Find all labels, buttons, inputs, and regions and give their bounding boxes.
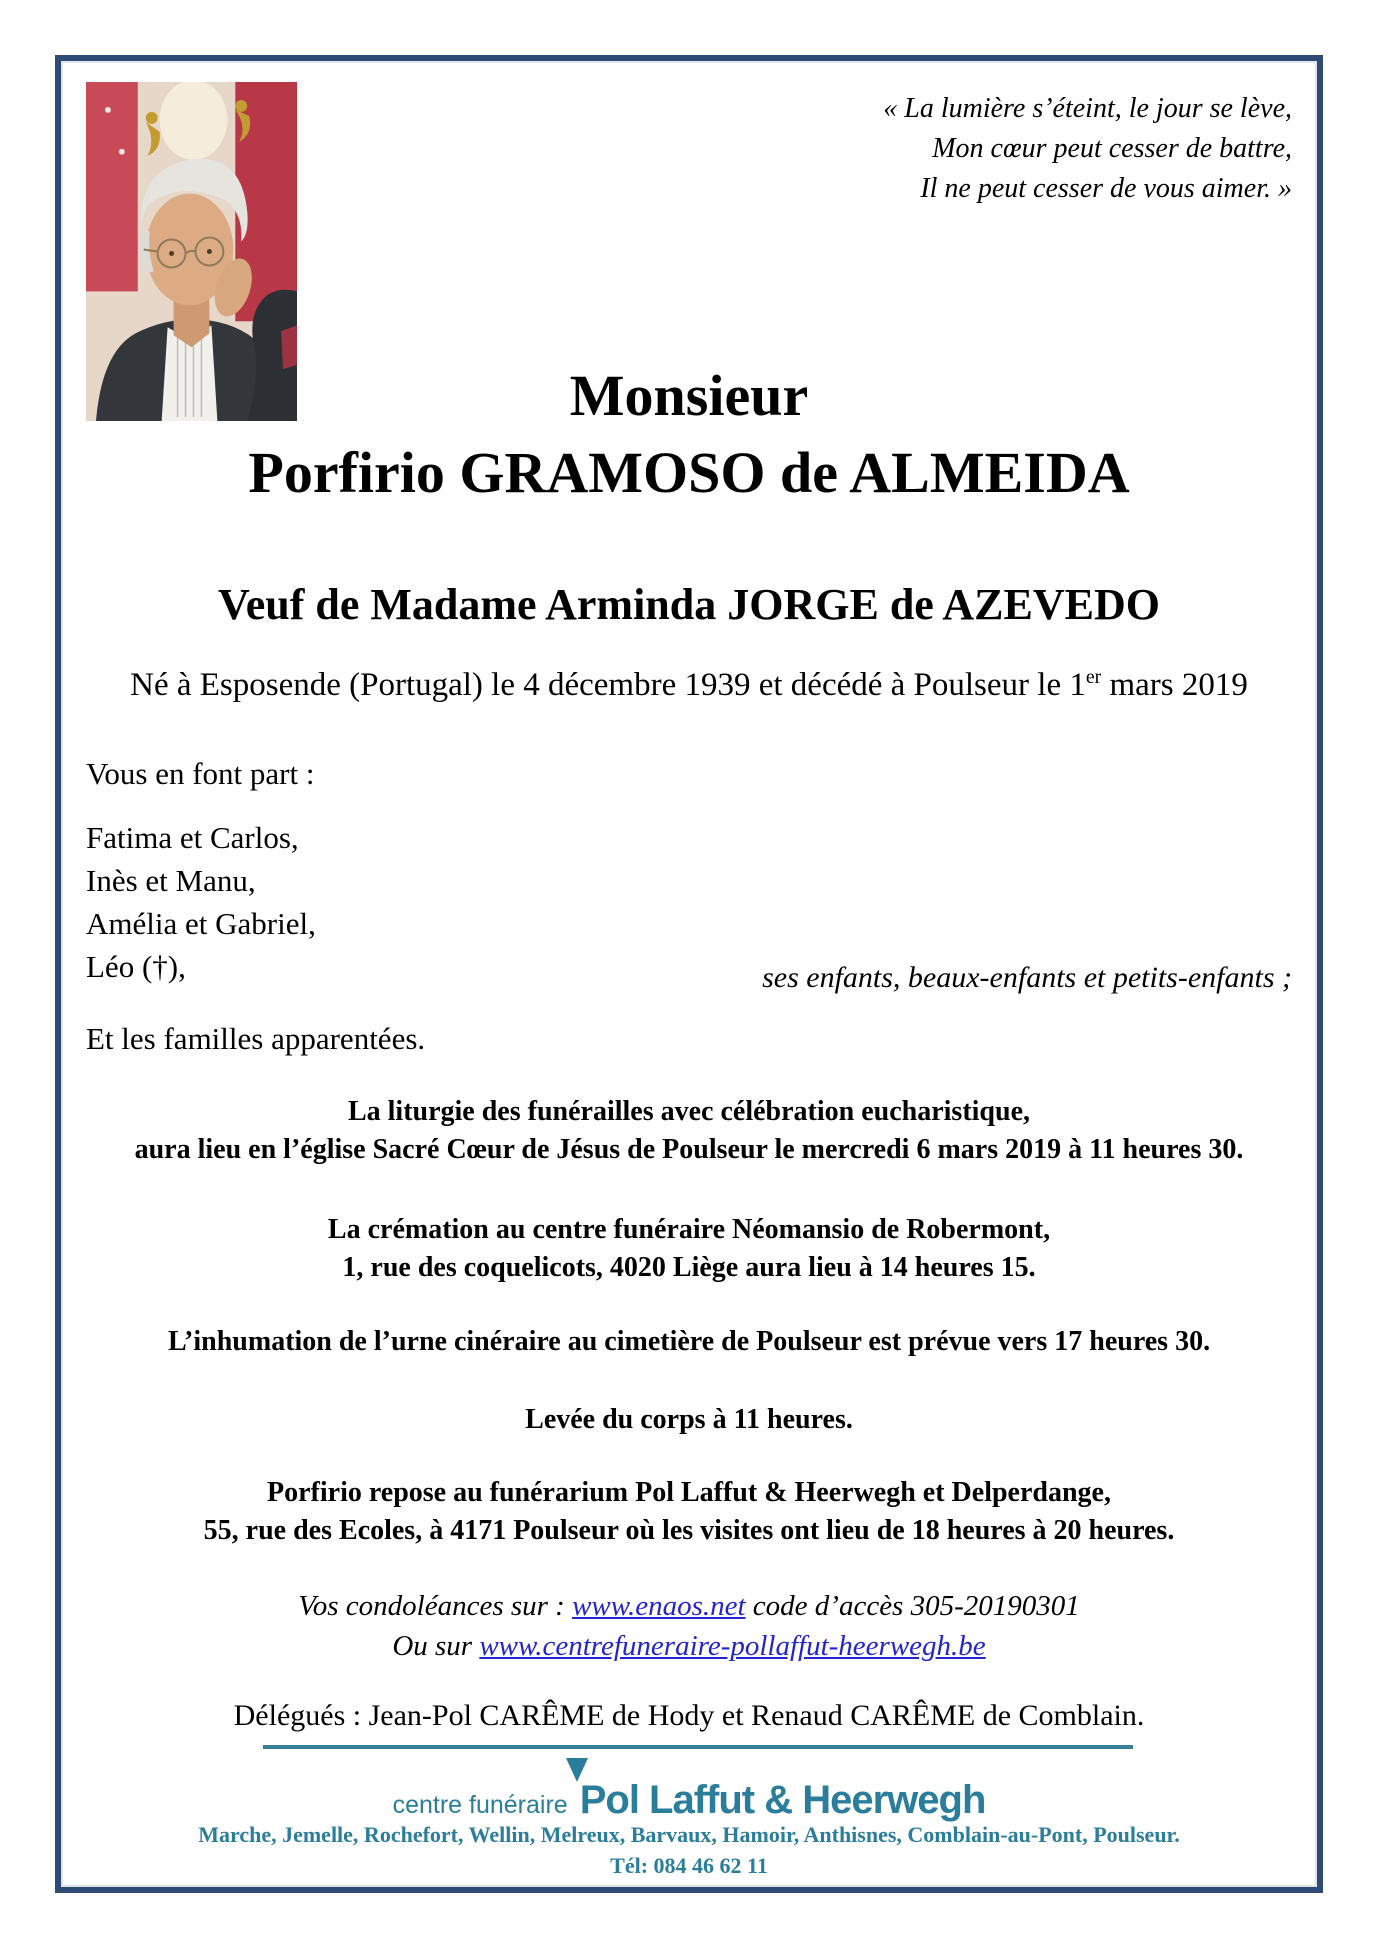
- deceased-name: Porfirio GRAMOSO de ALMEIDA: [248, 440, 1130, 505]
- quote-line: Mon cœur peut cesser de battre,: [932, 133, 1292, 164]
- condolences-line-2: Ou sur www.centrefuneraire-pollaffut-heerwegh.be: [392, 1630, 986, 1662]
- family-role-line: ses enfants, beaux-enfants et petits-enfants ;: [762, 961, 1292, 994]
- condolences-line-1: Vos condoléances sur : www.enaos.net code d’accès 305-20190301: [298, 1590, 1080, 1622]
- liturgy-notice: La liturgie des funérailles avec célébration eucharistique, aura lieu en l’église Sacré Cœur de Jésus de Poulseur le mercredi 6 mars 2019 à 11 heures 30.: [134, 1096, 1244, 1165]
- life-dates-line: [61, 666, 1317, 704]
- page-border-frame: [55, 55, 1323, 1893]
- announcement-intro: Vous en font part :: [86, 756, 315, 791]
- life-dates-prefix: Né à Esposende (Portugal) le 4 décembre 1939 et décédé à Poulseur le 1: [130, 667, 1086, 703]
- page-title: [61, 357, 1317, 511]
- inhumation-notice: L’inhumation de l’urne cinéraire au cimetière de Poulseur est prévue vers 17 heures 30.: [167, 1326, 1211, 1357]
- funeral-home-brand: [61, 1778, 1317, 1823]
- enaos-link[interactable]: www.enaos.net: [572, 1590, 746, 1622]
- family-member-line: Inès et Manu,: [86, 863, 256, 898]
- ordinal-superscript: er: [1085, 666, 1102, 688]
- title-salutation: Monsieur: [569, 363, 809, 428]
- brand-name-small: centre funéraire: [392, 1791, 568, 1819]
- family-member-line: Fatima et Carlos,: [86, 820, 299, 855]
- brand-name-large: Pol Laffut & Heerwegh: [580, 1778, 986, 1823]
- condolences-block: [61, 1586, 1317, 1666]
- quote-line: Il ne peut cesser de vous aimer. »: [920, 173, 1292, 204]
- delegates-line: Délégués : Jean-Pol CARÊME de Hody et Renaud CARÊME de Comblain.: [233, 1699, 1145, 1732]
- phone-line: Tél: 084 46 62 11: [610, 1853, 768, 1878]
- life-dates-suffix: mars 2019: [1101, 667, 1248, 703]
- locations-line: Marche, Jemelle, Rochefort, Wellin, Melreux, Barvaux, Hamoir, Anthisnes, Comblain-au-Pont, Poulseur.: [198, 1822, 1180, 1847]
- footer-divider-rule: [263, 1745, 1133, 1749]
- cremation-notice: La crémation au centre funéraire Néomansio de Robermont, 1, rue des coquelicots, 4020 Liège aura lieu à 14 heures 15.: [327, 1214, 1051, 1283]
- brand-triangle-icon: [566, 1758, 588, 1782]
- family-member-line: Léo (†),: [86, 949, 186, 984]
- family-member-line: Amélia et Gabriel,: [86, 906, 316, 941]
- related-families-line: Et les familles apparentées.: [86, 1021, 426, 1056]
- subtitle-widower: Veuf de Madame Arminda JORGE de AZEVEDO: [217, 580, 1160, 629]
- memorial-quote: [883, 89, 1292, 209]
- repose-notice: Porfirio repose au funérarium Pol Laffut & Heerwegh et Delperdange, 55, rue des Ecoles, à 4171 Poulseur où les visites ont lieu de 18 heures à 20 heures.: [203, 1477, 1175, 1546]
- funeral-home-website-link[interactable]: www.centrefuneraire-pollaffut-heerwegh.be: [479, 1630, 986, 1662]
- levee-notice: Levée du corps à 11 heures.: [525, 1404, 853, 1435]
- quote-line: « La lumière s’éteint, le jour se lève,: [883, 93, 1292, 124]
